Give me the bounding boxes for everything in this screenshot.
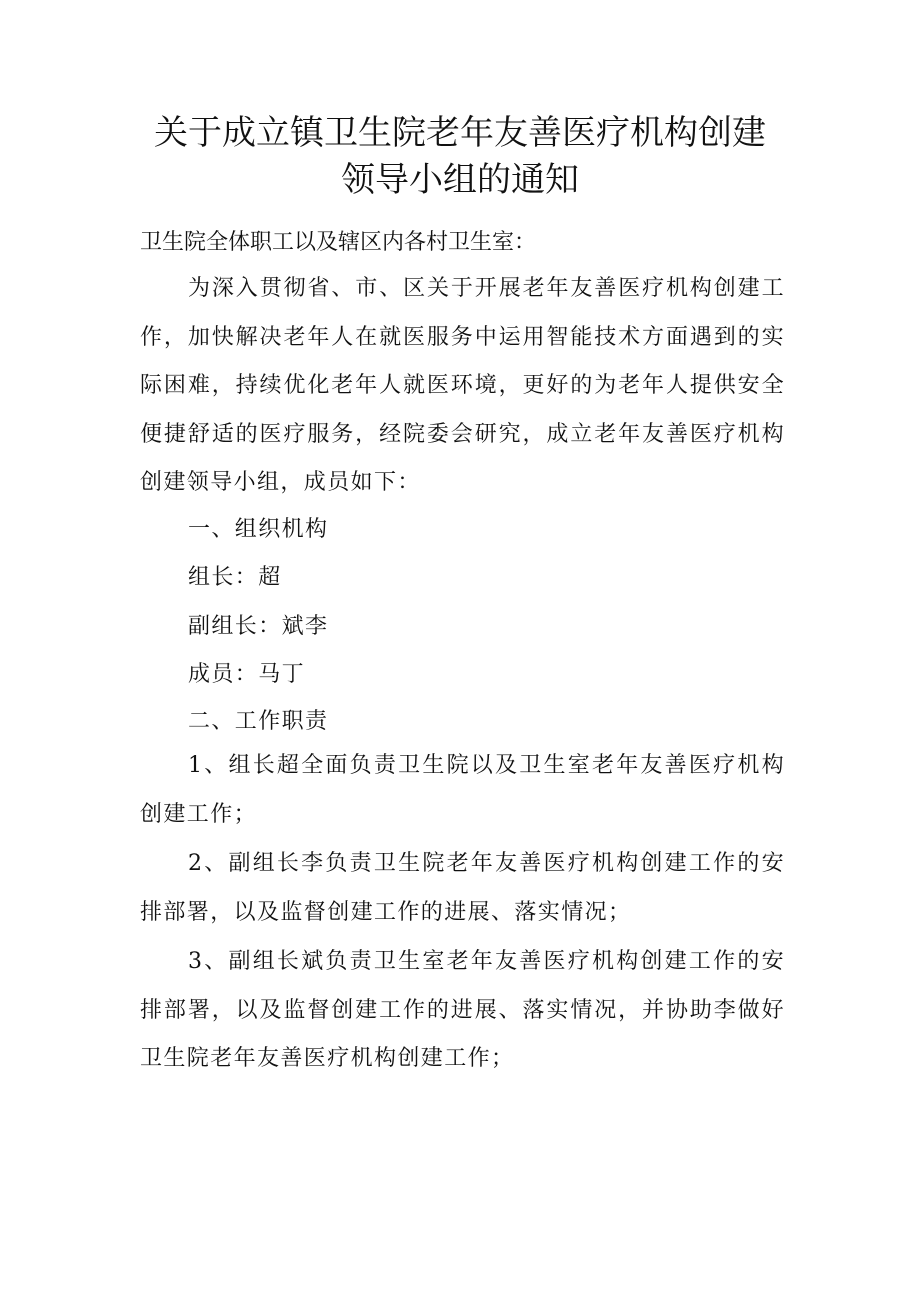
- salutation: 卫生院全体职工以及辖区内各村卫生室：: [140, 230, 537, 255]
- document-title-line-1: 关于成立镇卫生院老年友善医疗机构创建: [154, 113, 766, 153]
- section-2-heading: 二、工作职责: [188, 709, 329, 734]
- section-1-heading: 一、组织机构: [188, 517, 329, 542]
- members-line: 成员：马丁: [188, 662, 306, 687]
- document-title-line-2: 领导小组的通知: [341, 160, 579, 200]
- deputy-leaders-line: 副组长：斌李: [188, 614, 329, 639]
- leader-line: 组长：超: [188, 565, 282, 590]
- duty-item-1: 1、组长超全面负责卫生院以及卫生室老年友善医疗机构创建工作；: [140, 753, 785, 827]
- intro-paragraph: 为深入贯彻省、市、区关于开展老年友善医疗机构创建工作，加快解决老年人在就医服务中运用智能技术方面遇到的实际困难，持续优化老年人就医环境，更好的为老年人提供安全便捷舒适的医疗服务，经院委会研究，成立老年友善医疗机构创建领导小组，成员如下：: [140, 276, 785, 496]
- duty-item-2: 2、副组长李负责卫生院老年友善医疗机构创建工作的安排部署，以及监督创建工作的进展、落实情况；: [140, 851, 785, 925]
- duty-item-3: 3、副组长斌负责卫生室老年友善医疗机构创建工作的安排部署，以及监督创建工作的进展、落实情况，并协助李做好卫生院老年友善医疗机构创建工作；: [140, 949, 785, 1072]
